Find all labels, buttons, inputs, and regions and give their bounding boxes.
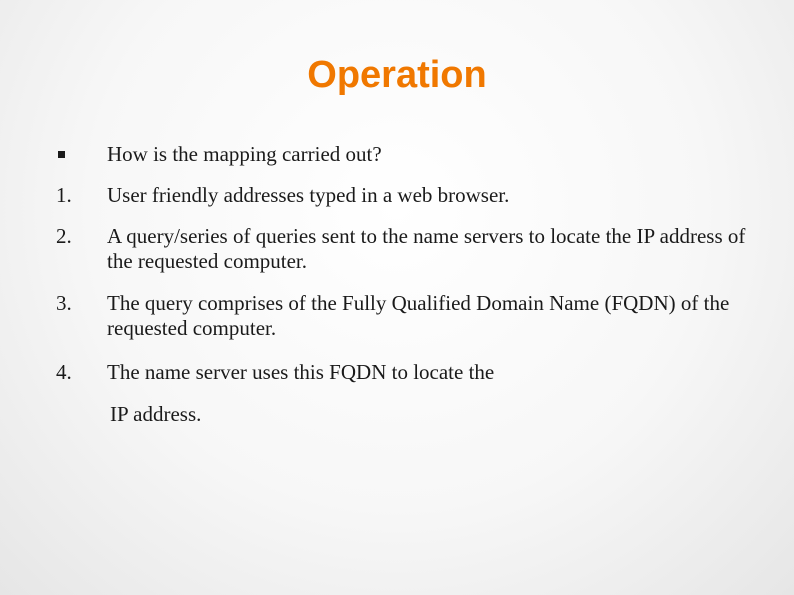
item-text: The query comprises of the Fully Qualified Domain Name (FQDN) of the requested computer. xyxy=(107,291,730,340)
item-text: A query/series of queries sent to the name servers to locate the IP address of the requested computer. xyxy=(107,224,746,273)
item-text: User friendly addresses typed in a web browser. xyxy=(107,183,510,207)
item-number: 1. xyxy=(56,183,72,207)
item-number: 3. xyxy=(56,291,72,315)
item-text: The name server uses this FQDN to locate the xyxy=(107,360,495,384)
item-continuation-text: IP address. xyxy=(110,402,202,426)
slide-title: Operation xyxy=(307,54,487,96)
item-number: 2. xyxy=(56,224,72,248)
bullet-text: How is the mapping carried out? xyxy=(107,142,382,166)
item-number: 4. xyxy=(56,360,72,384)
